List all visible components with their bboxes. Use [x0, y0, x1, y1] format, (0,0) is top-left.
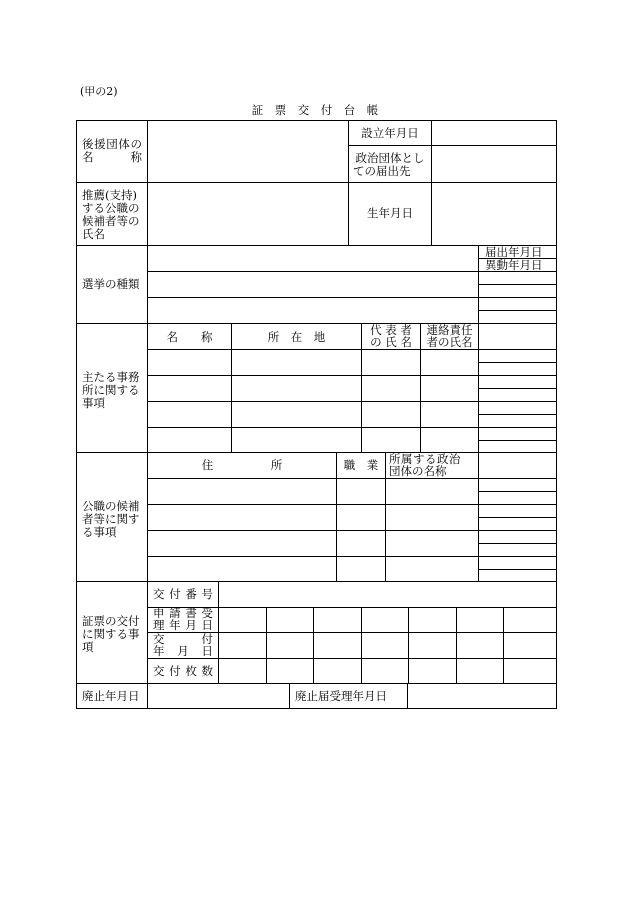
office-label-line1: 主たる事務 — [82, 370, 140, 384]
certificate-label-line2: に関する事 — [82, 627, 140, 641]
party-header-line1: 所属する政治 — [389, 452, 461, 466]
form-id: (甲の2) — [80, 85, 118, 98]
candidate-label-line1: 推薦(支持) — [82, 188, 137, 202]
issue-date-label-line1: 交 付 — [153, 632, 213, 646]
application-received-label-line1: 申請書受 — [153, 606, 213, 620]
candidate-label-line3: 候補者等の — [82, 214, 140, 228]
political-filing-label-line1: 政治団体とし — [355, 151, 425, 165]
birth-date-label: 生年月日 — [367, 206, 413, 220]
address-header: 住 所 — [201, 458, 283, 472]
candidate-info-label-line1: 公職の候補 — [82, 499, 140, 513]
candidate-label-line2: する公職の — [82, 201, 140, 215]
established-date-label: 設立年月日 — [361, 126, 419, 140]
representative-header-line2: の 氏 名 — [370, 335, 412, 349]
certificate-label-line1: 証票の交付 — [82, 614, 140, 628]
abolition-date-label: 廃止年月日 — [82, 689, 140, 703]
issue-number-label: 交付番号 — [153, 587, 213, 601]
office-label-line3: 事項 — [82, 396, 105, 410]
candidate-info-label-line2: 者等に関す — [82, 512, 140, 526]
change-date-label: 異動年月日 — [485, 258, 543, 272]
office-name-header: 名 称 — [166, 330, 213, 344]
issue-date-label-line2: 年 月 日 — [153, 644, 213, 658]
group-name-label-line2: 名 称 — [82, 150, 142, 164]
occupation-header: 職 業 — [343, 458, 379, 472]
political-filing-label-line2: ての届出先 — [353, 164, 411, 178]
certificate-label-line3: 項 — [82, 640, 94, 654]
office-location-header: 所 在 地 — [267, 330, 326, 344]
group-name-label-line1: 後援団体の — [82, 137, 142, 151]
candidate-info-label-line3: る事項 — [82, 525, 117, 539]
candidate-label-line4: 氏名 — [82, 227, 105, 241]
election-type-label: 選挙の種類 — [82, 277, 140, 291]
abolition-notice-date-label: 廃止届受理年月日 — [295, 689, 387, 703]
contact-person-header-line2: 者の氏名 — [426, 335, 473, 349]
page-title: 証 票 交 付 台 帳 — [251, 103, 379, 117]
issue-count-label: 交付枚数 — [153, 664, 213, 678]
party-header-line2: 団体の名称 — [389, 464, 447, 478]
representative-header-line1: 代 表 者 — [370, 323, 412, 337]
filing-date-label: 届出年月日 — [485, 245, 543, 259]
contact-person-header-line1: 連絡責任 — [426, 323, 473, 337]
office-label-line2: 所に関する — [82, 383, 140, 397]
application-received-label-line2: 理年月日 — [153, 618, 213, 632]
